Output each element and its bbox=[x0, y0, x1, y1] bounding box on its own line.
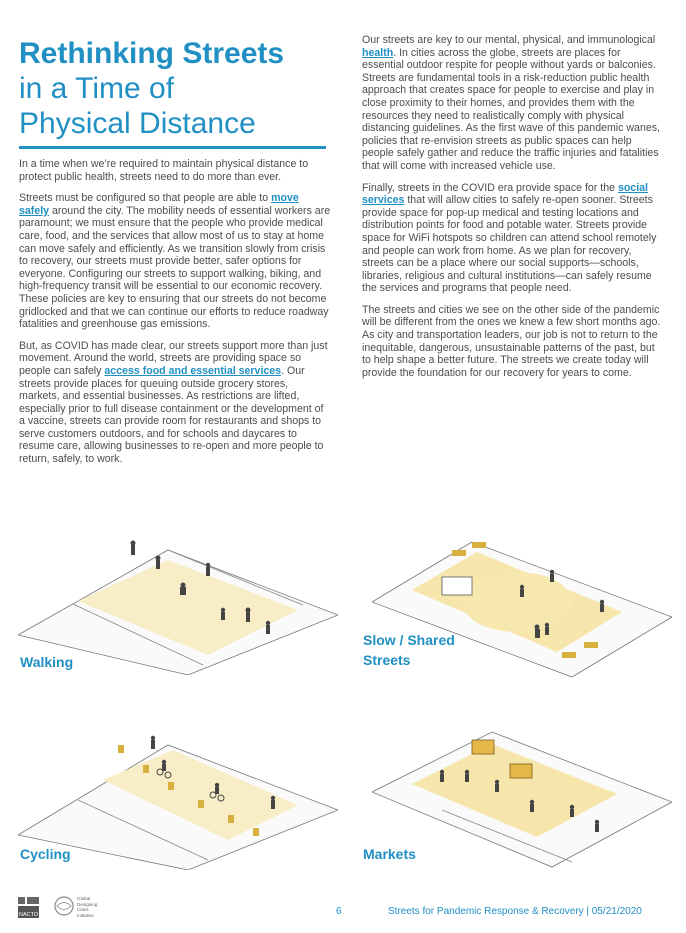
health-link[interactable]: health bbox=[362, 46, 394, 59]
social-text-pre: Finally, streets in the COVID era provide space for the bbox=[362, 181, 618, 194]
food-text-pre: But, as COVID has made clear, our streets support more than just movement. Around the world, streets are providing space so people can safely bbox=[19, 339, 328, 377]
page-number: 6 bbox=[336, 906, 342, 917]
move-text-pre: Streets must be configured so that people are able to bbox=[19, 192, 272, 205]
walking-label: Walking bbox=[20, 654, 74, 670]
title-line-1: Rethinking Streets bbox=[19, 37, 285, 70]
page-title bbox=[19, 36, 329, 141]
health-text-pre: Our streets are key to our mental, physical, and immunological bbox=[362, 34, 656, 46]
slow-shared-label-line-1: Slow / Shared bbox=[363, 632, 455, 648]
markets-illustration bbox=[372, 722, 672, 872]
move-paragraph bbox=[19, 192, 331, 331]
right-column bbox=[362, 34, 664, 388]
cycling-label: Cycling bbox=[20, 846, 71, 862]
gdci-logo-text: Global Designing Cities Initiative bbox=[77, 896, 98, 918]
left-column bbox=[19, 158, 331, 475]
slow-shared-label bbox=[363, 630, 455, 670]
social-services-link[interactable]: social services bbox=[362, 181, 648, 207]
slow-shared-label-line-2: Streets bbox=[363, 652, 411, 668]
gdci-logo bbox=[54, 894, 124, 922]
food-paragraph bbox=[19, 340, 331, 466]
access-food-link[interactable]: access food and essential services bbox=[104, 364, 282, 377]
social-text-post: that will allow cities to safely re-open sooner. Streets provide space for pop-up medical and testing locations and distribution points for food and potable water. Streets provide space for WiFi hotspots so children can attend school remotely and people can work from home. As we plan for recovery, streets can be a place where our social supports—schools, libraries, religious and cultural institutions—can safely resume the services and programs that people need. bbox=[362, 194, 657, 295]
nacto-logo bbox=[18, 897, 48, 919]
health-text-post: . In cities across the globe, streets are places for essential outdoor respite for people without yards or balconies. Streets are fundamental tools in a risk-reduction public health approach that creates space for people to exercise and play in close proximity to their homes, and provides them with the resources they need to realistically comply with physical distancing guidelines. As the first wave of this pandemic wanes, policies that re-envision streets as public spaces can help people safely gather and reduce the traffic injuries and fatalities that will come with increased vehicle use. bbox=[362, 46, 660, 172]
markets-label: Markets bbox=[363, 846, 416, 862]
future-paragraph: The streets and cities we see on the other side of the pandemic will be different from the ones we knew a few short months ago. As city and transportation leaders, our job is not to return to the inequitable, dangerous, unsustainable patterns of the past, but to help shape a better future. The streets we create today will provide the foundation for our recovery for years to come. bbox=[362, 303, 661, 379]
health-paragraph bbox=[362, 34, 664, 173]
social-paragraph bbox=[362, 182, 664, 295]
move-text-post: around the city. The mobility needs of essential workers are paramount; we must ensure that the people who provide medical care, food, and the services that allow most of us to stay at home can move safely and efficiently. As we transition slowly from crisis to recovery, our streets must provide better, safer options for everyone. Configuring our streets to support walking, biking, and high-frequency transit will be essential to our economic recovery. These policies are key to ensuring that our streets do not become gridlocked and that we can continue our efforts to reduce roadway fatalities and greenhouse gas emissions. bbox=[19, 204, 331, 331]
move-safely-link[interactable]: move safely bbox=[19, 192, 299, 217]
title-rule bbox=[19, 146, 326, 149]
title-line-3: Physical Distance bbox=[19, 107, 256, 140]
footer-text: Streets for Pandemic Response & Recovery | 05/21/2020 bbox=[388, 906, 642, 917]
nacto-logo-text: NACTO bbox=[19, 912, 39, 918]
food-text-post: . Our streets provide places for queuing outside grocery stores, markets, and essential businesses. As restrictions are lifted, especially prior to full disease containment or the development of a vaccine, streets can provide room for restaurants and shops to serve customers outdoors, and for schools and daycares to resume care, allowing businesses to re-open and more people to return, safely, to work. bbox=[19, 364, 324, 466]
intro-paragraph: In a time when we’re required to maintain physical distance to protect public health, streets need to do more than ever. bbox=[19, 158, 309, 183]
title-line-2: in a Time of bbox=[19, 72, 175, 105]
